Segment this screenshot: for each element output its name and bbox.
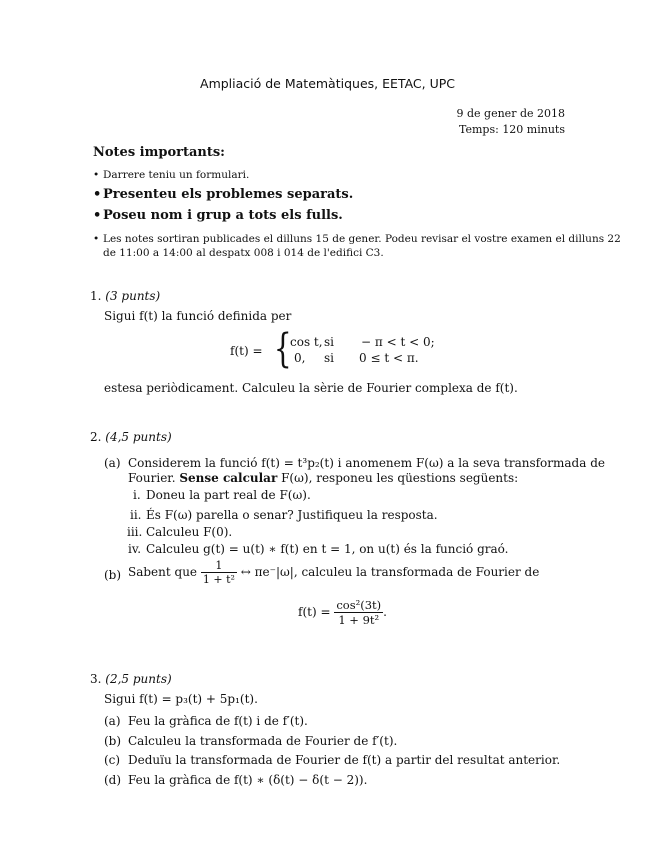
piecewise-lhs: f(t) =	[230, 344, 263, 358]
problem-points: (3 punts)	[105, 289, 161, 303]
problem-1-outro: estesa periòdicament. Calculeu la sèrie de Fourier complexa de f(t).	[104, 381, 518, 395]
item-text: Calculeu la transformada de Fourier de f′(t).	[128, 734, 398, 748]
bullet-icon: •	[93, 169, 100, 181]
note-text: Darrere teniu un formulari.	[103, 169, 250, 181]
note-text: Les notes sortiran publicades el dilluns 15 de gener. Podeu revisar el vostre examen el dilluns 22	[103, 233, 621, 245]
note-item	[93, 187, 353, 202]
fraction-denominator: 1 + 9t²	[338, 613, 380, 627]
problem-2b-formula	[298, 598, 387, 627]
bullet-icon: •	[93, 187, 102, 202]
item-text: Feu la gràfica de f(t) i de f′(t).	[128, 714, 308, 728]
subitem-label: iii.	[127, 525, 143, 539]
case-2-si: si	[324, 351, 334, 365]
bullet-icon: •	[93, 233, 100, 245]
fraction	[334, 598, 383, 627]
case-2-expr: 0,	[294, 351, 306, 365]
subitem-text: És F(ω) parella o senar? Justifiqueu la resposta.	[146, 508, 438, 522]
problem-2a-label: (a)	[104, 456, 121, 470]
note-item	[93, 168, 249, 183]
item-label: (b)	[104, 734, 122, 748]
problem-number: 2.	[90, 430, 102, 444]
formula-lhs: f(t) =	[298, 605, 331, 619]
note-continuation: de 11:00 a 14:00 al despatx 008 i 014 de l'edifici C3.	[103, 247, 384, 259]
problem-2b-label: (b)	[104, 568, 122, 582]
problem-points: (4,5 punts)	[105, 430, 172, 444]
case-1-si: si	[324, 335, 334, 349]
problem-1-header	[90, 289, 160, 303]
fraction	[201, 559, 237, 586]
emphasis-text: Sense calcular	[179, 471, 278, 485]
item-label: (c)	[104, 753, 121, 767]
subitem-text: Calculeu F(0).	[146, 525, 233, 539]
item-label: (a)	[104, 714, 121, 728]
problem-2-header	[90, 430, 172, 444]
problem-2a-line-2	[128, 471, 518, 485]
fraction-denominator: 1 + t²	[202, 573, 235, 586]
case-1-expr: cos t,	[290, 335, 323, 349]
formula-end: .	[383, 605, 387, 619]
item-label: (d)	[104, 773, 122, 787]
note-text: Presenteu els problemes separats.	[103, 187, 354, 202]
bullet-icon: •	[93, 208, 102, 223]
case-2-cond: 0 ≤ t < π.	[359, 351, 419, 365]
text-fragment: Sabent que	[128, 565, 198, 579]
problem-2a-line-1: Considerem la funció f(t) = t³p₂(t) i anomenem F(ω) a la seva transformada de	[128, 456, 605, 470]
subitem-label: i.	[133, 488, 141, 502]
subitem-text: Doneu la part real de F(ω).	[146, 488, 311, 502]
exam-duration: Temps: 120 minuts	[459, 123, 565, 136]
subitem-label: iv.	[128, 542, 142, 556]
note-text: Poseu nom i grup a tots els fulls.	[103, 208, 343, 223]
text-fragment: Fourier.	[128, 471, 176, 485]
problem-number: 1.	[90, 289, 102, 303]
notes-heading: Notes importants:	[93, 145, 225, 160]
problem-3-intro: Sigui f(t) = p₃(t) + 5p₁(t).	[104, 692, 258, 706]
problem-points: (2,5 punts)	[105, 672, 172, 686]
problem-3-header	[90, 672, 172, 686]
note-item	[93, 208, 343, 223]
text-fragment: ↔ πe⁻|ω|, calculeu la transformada de Fourier de	[240, 565, 540, 579]
exam-date: 9 de gener de 2018	[456, 107, 565, 120]
problem-2b-statement	[128, 559, 539, 586]
item-text: Deduïu la transformada de Fourier de f(t) a partir del resultat anterior.	[128, 753, 561, 767]
fraction-numerator: 1	[201, 559, 237, 573]
note-item	[93, 232, 621, 247]
subitem-label: ii.	[130, 508, 142, 522]
item-text: Feu la gràfica de f(t) ∗ (δ(t) − δ(t − 2)).	[128, 773, 368, 787]
text-fragment: F(ω), responeu les qüestions següents:	[281, 471, 519, 485]
problem-1-intro: Sigui f(t) la funció definida per	[104, 309, 292, 323]
left-brace-icon: {	[273, 326, 292, 372]
fraction-numerator: cos²(3t)	[336, 598, 382, 612]
exam-info	[457, 106, 566, 138]
subitem-text: Calculeu g(t) = u(t) ∗ f(t) en t = 1, on u(t) és la funció graó.	[146, 542, 509, 556]
document-title: Ampliació de Matemàtiques, EETAC, UPC	[200, 76, 455, 91]
case-1-cond: − π < t < 0;	[361, 335, 435, 349]
problem-number: 3.	[90, 672, 102, 686]
